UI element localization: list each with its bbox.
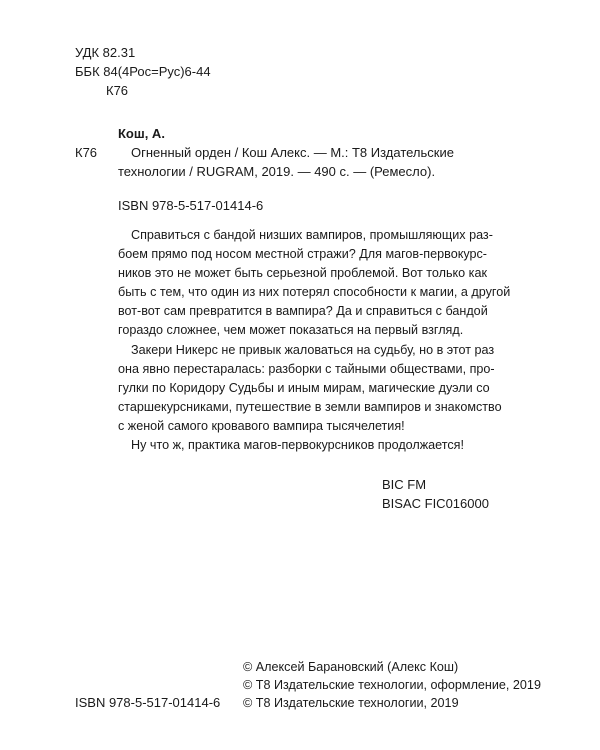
entry-author-mark: К76 [75, 145, 98, 160]
header-author-mark: К76 [106, 83, 129, 98]
bibliographic-description-line: Огненный орден / Кош Алекс. — М.: Т8 Издательские [131, 145, 454, 160]
author-heading: Кош, А. [118, 126, 165, 141]
annotation-line: быть с тем, что один из них потерял способности к магии, а другой [118, 285, 511, 299]
annotation-line: вот-вот сам превратится в вампира? Да и справиться с бандой [118, 304, 488, 318]
footer-isbn: ISBN 978-5-517-01414-6 [75, 695, 221, 710]
annotation-line: ников это не может быть серьезной проблемой. Вот только как [118, 266, 487, 280]
copyright-line: © Т8 Издательские технологии, оформление, 2019 [243, 678, 541, 692]
bbk-code: ББК 84(4Рос=Рус)6-44 [75, 64, 211, 79]
annotation-line: гораздо сложнее, чем может показаться на первый взгляд. [118, 323, 464, 337]
annotation-line: Ну что ж, практика магов-первокурсников продолжается! [131, 438, 464, 452]
bisac-code: BISAC FIC016000 [382, 496, 489, 511]
annotation-line: Справиться с бандой низших вампиров, промышляющих раз- [131, 228, 493, 242]
bibliographic-description-line: технологии / RUGRAM, 2019. — 490 с. — (Ремесло). [118, 164, 436, 179]
annotation-line: она явно перестаралась: разборки с тайными обществами, про- [118, 362, 495, 376]
annotation-line: старшекурсниками, путешествие в земли вампиров и знакомство [118, 400, 502, 414]
bic-code: BIC FM [382, 477, 427, 492]
annotation-line: с женой самого кровавого вампира тысячелетия! [118, 419, 405, 433]
annotation-line: гулки по Коридору Судьбы и иным мирам, магические дуэли со [118, 381, 490, 395]
copyright-line: © Алексей Барановский (Алекс Кош) [243, 660, 459, 674]
udk-code: УДК 82.31 [75, 45, 136, 60]
entry-isbn: ISBN 978-5-517-01414-6 [118, 198, 264, 213]
annotation-line: Закери Никерс не привык жаловаться на судьбу, но в этот раз [131, 343, 495, 357]
annotation-line: боем прямо под носом местной стражи? Для магов-первокурс- [118, 247, 487, 261]
copyright-line: © Т8 Издательские технологии, 2019 [243, 696, 459, 710]
